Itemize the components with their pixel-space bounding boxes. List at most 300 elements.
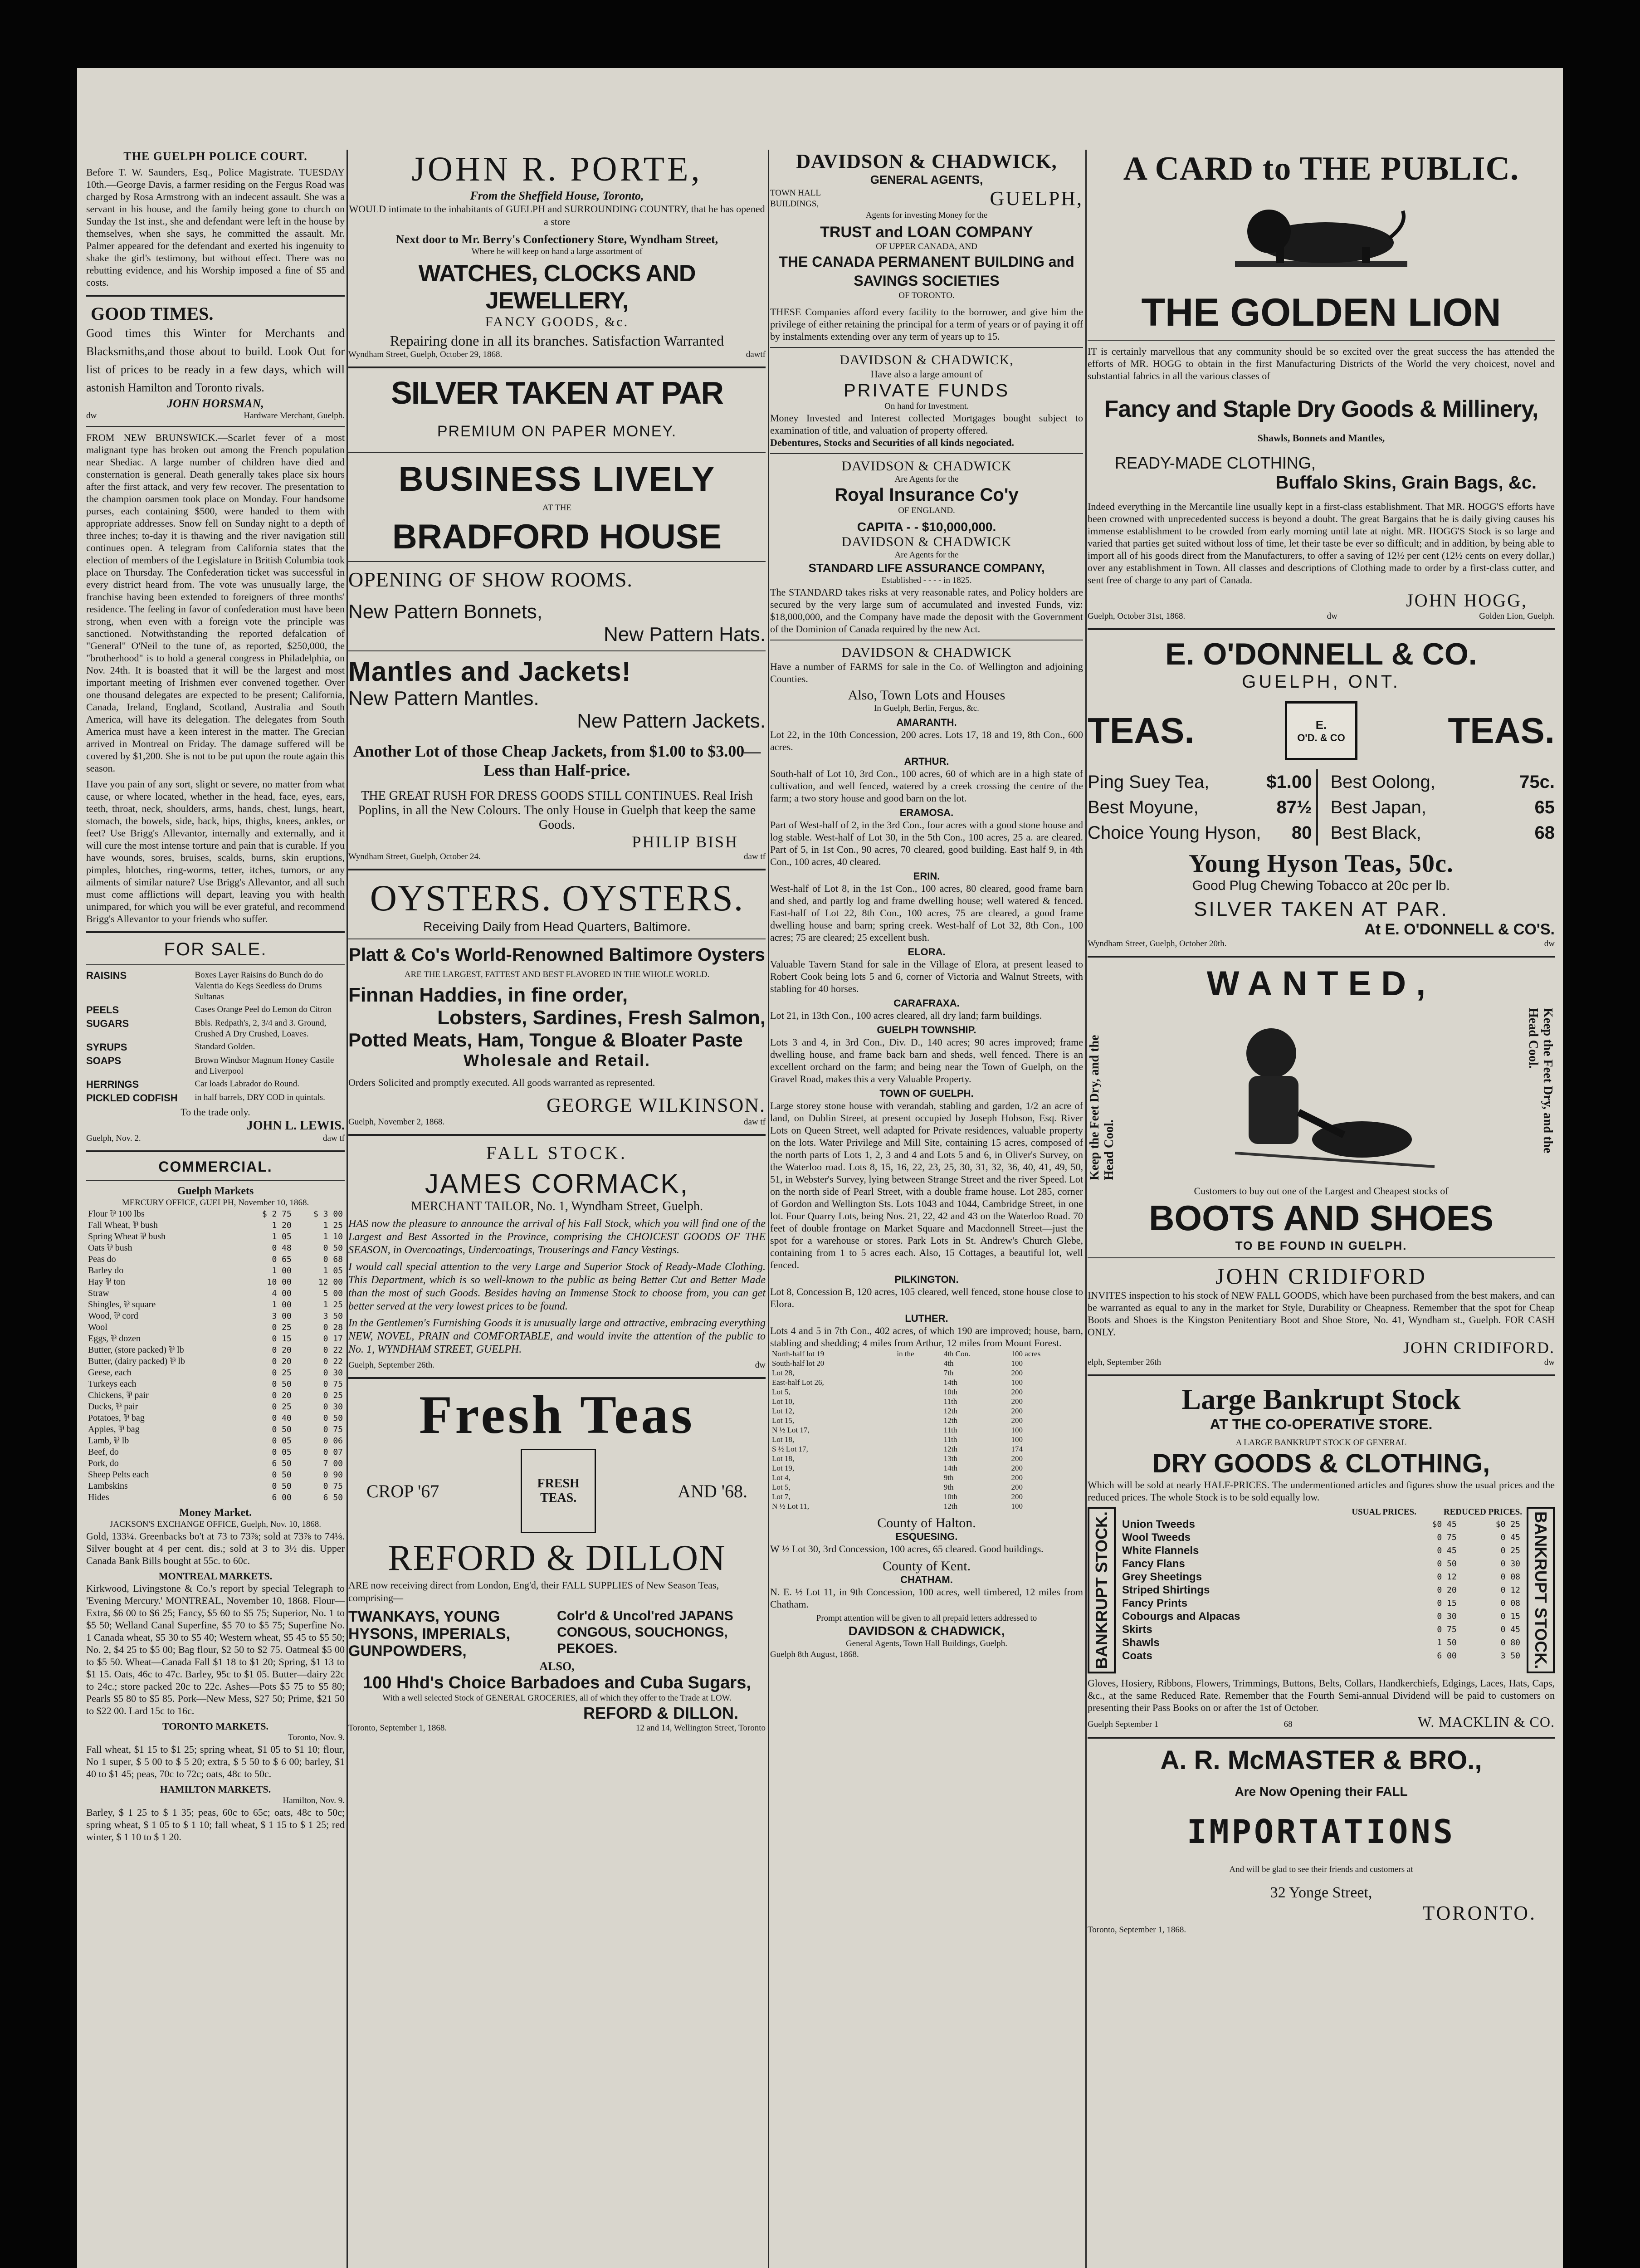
section-text: West-half of Lot 8, in the 1st Con., 100 acres, 80 cleared, good frame barn and shed, and partly log and frame dwelling house; well watered & fenced. East-half of Lot 22, 8th Con., 100 acres, 75 are cleared, a good frame dwelling house and barn; spring creek. West-half of Lot 32, 8th Con., 100 acres; 75 are cleared; 25 excellent bush. (770, 883, 1083, 943)
and-68: AND '68. (678, 1481, 747, 1501)
table-row (770, 1368, 1083, 1378)
cormack-date: Guelph, September 26th. (348, 1360, 434, 1370)
table-row (770, 1397, 1083, 1406)
table-row (1120, 1544, 1522, 1557)
large-bankrupt: A LARGE BANKRUPT STOCK OF GENERAL (1235, 1438, 1407, 1447)
section-title: AMARANTH. (896, 717, 957, 728)
luther-lots-table (770, 1349, 1083, 1511)
for-sale-item (86, 1004, 345, 1016)
cridiford-dw: dw (1544, 1358, 1555, 1367)
table-row (1120, 1570, 1522, 1584)
column-rule (347, 150, 348, 2268)
esquesing: ESQUESING. (895, 1531, 958, 1542)
market-low: 0 50 (272, 1470, 292, 1480)
police-court-text: Before T. W. Saunders, Esq., Police Magistrate. TUESDAY 10th.—George Davis, a farmer residing on the Fergus Road was charged by Rosa Armstrong with an indecent assault. She was a servant in his house, and the family being gone to church on Sunday the 1st inst., she and defendant were left in the house by themselves, when she says, he committed the assault. Mr. Palmer appeared for the defendant and exerted his ingenuity to shake the girl's testimony, but without effect. There was no rebutting evidence, and his Worship imposed a fine of $5 and costs. (86, 166, 345, 288)
odonnell-name: E. O'DONNELL & CO. (1165, 637, 1477, 671)
crop-67: CROP '67 (366, 1481, 439, 1501)
table-row (86, 1492, 345, 1503)
luther-cell (895, 1387, 942, 1397)
teas-right: TEAS. (1448, 710, 1555, 751)
luther-cell: 200 (1011, 1388, 1023, 1396)
bankrupt-prices-table (1120, 1518, 1522, 1662)
platt-title: Platt & Co's World-Renowned Baltimore Oysters (349, 945, 765, 965)
market-low: $ 2 75 (262, 1209, 292, 1219)
market-low: 0 20 (272, 1345, 292, 1355)
luther-cell: Lot 12, (772, 1407, 795, 1415)
reford-also: ALSO, (539, 1660, 575, 1673)
market-high: 0 30 (323, 1368, 343, 1378)
luther-cell (895, 1444, 942, 1454)
luther-cell: Lot 18, (772, 1435, 795, 1444)
table-row (770, 1378, 1083, 1387)
tea-price: 68 (1534, 823, 1555, 843)
private-funds: PRIVATE FUNDS (843, 381, 1010, 401)
luther-cell: Lot 7, (772, 1492, 791, 1501)
table-row (86, 1469, 345, 1481)
bankrupt-item: Shawls (1122, 1637, 1160, 1649)
bankrupt-usual: 6 00 (1437, 1651, 1457, 1661)
porte-location: Next door to Mr. Berry's Confectionery Store, Wyndham Street, (395, 233, 718, 246)
esquesing-text: W ½ Lot 30, 3rd Concession, 100 acres, 65 cleared. Good buildings. (770, 1543, 1044, 1554)
for-sale-item (86, 1055, 345, 1077)
fall-stock: FALL STOCK. (486, 1143, 628, 1163)
odonnell-dw: dw (1544, 939, 1555, 948)
agents-for-royal: Are Agents for the (894, 474, 959, 484)
tea-right (1331, 820, 1555, 846)
luther-cell (895, 1378, 942, 1387)
dc-title: DAVIDSON & CHADWICK, (796, 150, 1057, 172)
table-row (86, 1378, 345, 1390)
market-high: 12 00 (318, 1277, 343, 1287)
market-high: 0 75 (323, 1425, 343, 1434)
table-row (770, 1454, 1083, 1463)
tea-left (1088, 820, 1318, 846)
luther-cell: 12th (943, 1407, 958, 1415)
bankrupt-item: Grey Sheetings (1122, 1571, 1202, 1583)
dc-final: DAVIDSON & CHADWICK, (848, 1624, 1005, 1638)
bankrupt-usual: 0 12 (1437, 1572, 1457, 1582)
column-1 (86, 150, 345, 2268)
horsman-name: JOHN HORSMAN, (167, 397, 264, 410)
luther-cell: 11th (943, 1435, 957, 1444)
royal-insurance: Royal Insurance Co'y (835, 485, 1019, 505)
card-title: A CARD to THE PUBLIC. (1123, 150, 1519, 187)
table-row (1120, 1531, 1522, 1544)
companies-text: THESE Companies afford every facility to the borrower, and give him the privilege of either retaining the principal for a term of years or of paying it off by instalments extending over any term of years up to 15. (770, 306, 1083, 342)
for-sale-text: Standard Golden. (195, 1042, 255, 1051)
market-high: 0 90 (323, 1470, 343, 1480)
section-text: Part of West-half of 2, in the 3rd Con., four acres with a good stone house and log stable. West-half of Lot 30, in the 5th Con., 100 acres, 25 a. are cleared. Part of 5, in 1st Con., 90 acres, 70 cleared, good building. East half 9, in 4th Con., 100 acres, 40 cleared. (770, 819, 1083, 867)
for-sale-key: SUGARS (86, 1018, 129, 1029)
half-prices-text: Which will be sold at nearly HALF-PRICES. The undermentioned articles and figures show the usual prices and the reduced prices. The whole Stock is to be sold equally low. (1088, 1479, 1555, 1503)
for-sale-item (86, 1092, 345, 1104)
bankrupt-side-right: BANKRUPT STOCK. (1527, 1507, 1555, 1673)
table-row (86, 1265, 345, 1276)
table-row (1120, 1649, 1522, 1662)
standard-life: STANDARD LIFE ASSURANCE COMPANY, (808, 561, 1045, 575)
lion-icon (1226, 193, 1416, 288)
table-row (86, 1458, 345, 1469)
column-4 (1088, 150, 1555, 2268)
luther-cell: 9th (943, 1473, 954, 1482)
table-row (86, 1231, 345, 1242)
cormack-name: JAMES CORMACK, (425, 1168, 689, 1199)
standard-text: The STANDARD takes risks at very reasonable rates, and Policy holders are secured by the very large sum of accumulated and invested Funds, viz: $18,000,000, and the Company have made the deposit with the Government of the Dominion of Canada required by the new Act. (770, 587, 1083, 635)
luther-cell (895, 1368, 942, 1378)
market-item: Fall Wheat, ⅌ bush (88, 1220, 158, 1230)
horsman-dw: dw (86, 411, 97, 420)
hogg-loc: Golden Lion, Guelph. (1479, 611, 1555, 621)
premium-text: PREMIUM ON PAPER MONEY. (437, 423, 677, 440)
luther-cell: 4th Con. (943, 1349, 971, 1358)
reford-dillon-title: REFORD & DILLON (388, 1538, 726, 1578)
dc-final-date: Guelph 8th August, 1868. (770, 1650, 859, 1659)
market-low: 6 50 (272, 1459, 292, 1468)
market-item: Chickens, ⅌ pair (88, 1390, 149, 1400)
bradford-house: BRADFORD HOUSE (392, 518, 722, 556)
bankrupt-item: Cobourgs and Alpacas (1122, 1610, 1240, 1623)
market-high: 0 75 (323, 1379, 343, 1389)
luther-cell (895, 1359, 942, 1368)
market-item: Turkeys each (88, 1379, 137, 1389)
luther-cell: 12th (943, 1416, 958, 1425)
luther-cell: 10th (943, 1388, 958, 1396)
on-hand: On hand for Investment. (884, 401, 969, 411)
dc-final-sub: General Agents, Town Hall Buildings, Guelph. (845, 1639, 1008, 1648)
table-row (86, 1447, 345, 1458)
market-low: 0 20 (272, 1357, 292, 1366)
at-the: AT THE (542, 503, 572, 513)
tea-right (1331, 795, 1555, 820)
market-item: Geese, each (88, 1368, 132, 1378)
for-sale-key: PEELS (86, 1004, 119, 1016)
porte-from: From the Sheffield House, Toronto, (470, 189, 644, 202)
ready-made: READY-MADE CLOTHING, (1115, 454, 1316, 472)
market-item: Hides (88, 1492, 109, 1502)
market-low: 1 05 (272, 1232, 292, 1242)
new-pattern-mantles: New Pattern Mantles. (348, 687, 539, 709)
table-row (1120, 1557, 1522, 1570)
market-low: 0 40 (272, 1413, 292, 1423)
customers-text: Customers to buy out one of the Largest and Cheapest stocks of (1194, 1185, 1449, 1197)
section-title: ERIN. (913, 870, 940, 882)
great-rush: THE GREAT RUSH FOR DRESS GOODS STILL CONTINUES. Real Irish Poplins, in all the New Colours. The only House in Guelph that keep the same Goods. (358, 789, 756, 832)
market-item: Lamb, ⅌ lb (88, 1436, 129, 1446)
hamilton-markets-title: HAMILTON MARKETS. (160, 1784, 271, 1795)
market-item: Potatoes, ⅌ bag (88, 1413, 145, 1423)
market-high: 1 25 (323, 1221, 343, 1230)
market-high: 1 25 (323, 1300, 343, 1310)
opening-show-rooms: OPENING OF SHOW ROOMS. (348, 568, 633, 591)
lion-illustration (1088, 193, 1555, 290)
gloves-text: Gloves, Hosiery, Ribbons, Flowers, Trimmings, Buttons, Belts, Collars, Handkerchiefs, Edgings, Laces, Hats, Caps, &c., at the same Reduced Rate. Remember that the Fourth Semi-annual Dividend will be paid to customers on presenting their Pass Books on or after the 1st of October. (1088, 1677, 1555, 1714)
bankrupt-side-left: BANKRUPT STOCK. (1088, 1507, 1116, 1673)
fancy-staple: Fancy and Staple Dry Goods & Millinery, (1104, 396, 1538, 422)
table-row (770, 1482, 1083, 1492)
table-row (86, 1435, 345, 1447)
for-sale-item (86, 970, 345, 1002)
tea-price: 87½ (1276, 797, 1312, 817)
table-row (770, 1359, 1083, 1368)
luther-cell: 174 (1011, 1445, 1023, 1453)
bankrupt-item: Fancy Flans (1122, 1558, 1185, 1570)
luther-cell: Lot 18, (772, 1454, 795, 1463)
table-row (770, 1387, 1083, 1397)
table-row (86, 1424, 345, 1435)
cormack-dw: dw (755, 1360, 766, 1370)
market-high: 0 75 (323, 1481, 343, 1491)
bankrupt-item: Union Tweeds (1122, 1518, 1195, 1530)
market-high: 0 50 (323, 1413, 343, 1423)
luther-cell: 13th (943, 1454, 958, 1463)
finnan-haddies: Finnan Haddies, in fine order, (348, 984, 628, 1006)
table-row (770, 1425, 1083, 1435)
tea-price: 65 (1534, 797, 1555, 817)
bankrupt-reduced: 0 45 (1500, 1533, 1520, 1542)
bankrupt-reduced: 0 30 (1500, 1559, 1520, 1569)
table-row (770, 1463, 1083, 1473)
luther-cell: East-half Lot 26, (772, 1378, 824, 1387)
hogg-name: JOHN HOGG, (1406, 590, 1528, 611)
luther-cell: N ½ Lot 11, (772, 1502, 810, 1510)
table-row (1120, 1610, 1522, 1623)
tea-left (1088, 795, 1318, 820)
macklin-date: Guelph September 1 (1088, 1720, 1159, 1730)
cormack-text-1: HAS now the pleasure to announce the arrival of his Fall Stock, which you will find one of the Largest and Best Assorted in the Province, comprising the CHOICEST GOODS OF THE SEASON, in Overcoatings, Undercoatings, Trouserings and Fancy Vestings. (348, 1218, 766, 1256)
luther-cell: 11th (943, 1426, 957, 1434)
luther-cell: 100 (1011, 1426, 1023, 1434)
trust-loan: TRUST and LOAN COMPANY (820, 224, 1033, 241)
bankrupt-reduced: 0 80 (1500, 1638, 1520, 1647)
lewis-dw: daw tf (322, 1134, 345, 1143)
luther-cell: Lot 5, (772, 1483, 791, 1491)
market-high: $ 3 00 (313, 1209, 343, 1219)
luther-cell: Lot 15, (772, 1416, 795, 1425)
table-row (770, 1473, 1083, 1482)
teas-left: TEAS. (1088, 710, 1195, 751)
luther-cell: 200 (1011, 1473, 1023, 1482)
luther-cell: 4th (943, 1359, 954, 1368)
table-row (770, 1416, 1083, 1425)
potted-meats: Potted Meats, Ham, Tongue & Bloater Paste (348, 1029, 743, 1051)
capital: CAPITA - - $10,000,000. (857, 520, 996, 534)
dc-agents-for: Agents for investing Money for the (865, 210, 988, 220)
table-row (770, 1349, 1083, 1359)
section-title: LUTHER. (905, 1313, 948, 1324)
market-low: 0 48 (272, 1243, 292, 1253)
lewis-name: JOHN L. LEWIS. (246, 1119, 345, 1133)
market-low: 0 65 (272, 1255, 292, 1264)
table-row (86, 1413, 345, 1424)
luther-cell: 14th (943, 1378, 958, 1387)
luther-cell: 200 (1011, 1407, 1023, 1415)
market-item: Peas do (88, 1254, 116, 1264)
bankrupt-usual: 0 30 (1437, 1612, 1457, 1621)
news-text: FROM NEW BRUNSWICK.—Scarlet fever of a most malignant type has broken out among the French population near Shediac. A large number of children have died and consternation is general. Death generally takes place six hours after the first attack, and very few recover. The presentation to the champion oarsmen took place on Monday. Four handsome purses, each containing $500, were handed to them with appropriate addresses. Snow fell on Sunday night to a depth of three inches; to-day it is thawing and the river navigation still continues open. A telegram from California states that the election of members of the Legislature in British Columbia took place on Thursday. The Confederation ticket was successful in every district heard from. The vote was unusually large, the franchise having been extended to foreigners of three months' residence. The feeling in favor of confederation must have been strong, when even with a foreign vote the principle was sanctioned. Notwithstanding the reported defalcation of "General" O'Neil to the tune of, as reported, $250,000, the "brotherhood" is to hold a general congress in Philadelphia, on Nov. 24th. It is boasted that it will be the largest and most important meeting of Irishmen ever convened together. Over one thousand delegates are expected to be present; California, Canada, Ireland, England, Scotland, Australia and South America, will have its delegation. The delegates from South America must have a keen interest in the matter. The Grecian arrived in Montreal on Friday. The damage suffered will be covered by $1,200. She is not to be put upon the route again this season. (86, 432, 345, 774)
reford-text: ARE now receiving direct from London, Eng'd, their FALL SUPPLIES of New Season Teas, comprising— (348, 1579, 719, 1603)
table-row (86, 1208, 345, 1220)
are-agents: Are Agents for the (894, 550, 959, 560)
market-item: Butter, (dairy packed) ⅌ lb (88, 1356, 185, 1366)
cormack-sub: MERCHANT TAILOR, No. 1, Wyndham Street, Guelph. (411, 1199, 703, 1213)
luther-cell: 9th (943, 1483, 954, 1491)
oysters-title: OYSTERS. OYSTERS. (370, 877, 744, 919)
platt-sub: ARE THE LARGEST, FATTEST AND BEST FLAVORED IN THE WHOLE WORLD. (404, 970, 710, 979)
section-text: Lots 4 and 5 in 7th Con., 402 acres, of which 190 are improved; house, barn, stabling and shedding; 4 miles from Arthur, 12 miles from Mount Forest. (770, 1325, 1083, 1349)
table-row (86, 1401, 345, 1413)
tea-price: 75c. (1519, 772, 1555, 792)
odonnell-date: Wyndham Street, Guelph, October 20th. (1088, 939, 1227, 948)
market-high: 0 28 (323, 1323, 343, 1332)
table-row (86, 1367, 345, 1378)
market-low: 0 50 (272, 1481, 292, 1491)
hogg-text: Indeed everything in the Mercantile line usually kept in a first-class establishment. That MR. HOGG'S efforts have been crowned with unprecedented success is beyond a doubt. The great Bargains that he is daily giving causes his immense establishment to be crowded from early morning until late at night. MR. HOGG'S Stock is so large and varied that parties get suited without loss of time, let their taste be ever so difficult; and in addition, by being able to import all of his goods direct from the Manufacturers, to offer a saving of 12½ per cent (12½ cents on every dollar,) over any establishment in Town. All classes and descriptions of Clothing made to order by a first-class cutter, and sent free of charge to any part of Canada. (1088, 501, 1555, 586)
luther-cell: in the (897, 1349, 914, 1358)
horsman-title: Hardware Merchant, Guelph. (244, 411, 345, 420)
table-row (1120, 1584, 1522, 1597)
table-row (1120, 1518, 1522, 1531)
market-high: 0 68 (323, 1255, 343, 1264)
macklin-name: W. MACKLIN & CO. (1418, 1714, 1555, 1730)
bankrupt-reduced: 0 25 (1500, 1546, 1520, 1555)
luther-cell (895, 1425, 942, 1435)
money-market-text: Gold, 133¼. Greenbacks bo't at 73 to 73⅞; sold at 73⅞ to 74⅛. Silver bought at 4 per cent. dis.; sold at 3 to 3½ dis. Upper Canada Bank Bills bought at 55c. to 60c. (86, 1530, 345, 1566)
hogg-date: Guelph, October 31st, 1868. (1088, 611, 1186, 621)
glad-text: And will be glad to see their friends and customers at (1229, 1865, 1413, 1875)
luther-cell (895, 1435, 942, 1444)
business-lively: BUSINESS LIVELY (398, 460, 716, 499)
tea-row (1088, 820, 1555, 846)
for-sale-item (86, 1018, 345, 1040)
bankrupt-reduced: 0 08 (1500, 1598, 1520, 1608)
for-sale-text: in half barrels, DRY COD in quintals. (195, 1093, 325, 1102)
luther-cell: 12th (943, 1445, 958, 1453)
market-high: 0 30 (323, 1402, 343, 1412)
luther-cell: South-half lot 20 (772, 1359, 825, 1368)
barbadoes-sugars: 100 Hhd's Choice Barbadoes and Cuba Sugars, (363, 1673, 751, 1692)
luther-cell: 200 (1011, 1454, 1023, 1463)
reford-addr: 12 and 14, Wellington Street, Toronto (635, 1723, 766, 1733)
money-invested: Money Invested and Interest collected Mortgages bought subject to examination of title, and valuation of property offered. (770, 412, 1083, 436)
for-sale-text: Brown Windsor Magnum Honey Castile and Liverpool (195, 1056, 334, 1076)
bankrupt-item: Wool Tweeds (1122, 1531, 1191, 1544)
market-low: 10 00 (267, 1277, 292, 1287)
orders-text: Orders Solicited and promptly executed. All goods warranted as represented. (348, 1077, 655, 1088)
bankrupt-reduced: 0 15 (1500, 1612, 1520, 1621)
cormack-text-3: In the Gentlemen's Furnishing Goods it is unusually large and attractive, embracing everything NEW, NOVEL, PRAIN and COMFORTABLE, and would invite the attention of the public to No. 1, WYNDHAM STREET, GUELPH. (348, 1317, 766, 1355)
tea-label-1: FRESH (537, 1476, 580, 1491)
co-op-store: AT THE CO-OPERATIVE STORE. (1210, 1416, 1433, 1432)
table-row (86, 1344, 345, 1356)
commercial-title: COMMERCIAL. (158, 1158, 273, 1175)
table-row (1120, 1623, 1522, 1636)
guelph-markets-title: Guelph Markets (177, 1185, 254, 1197)
bankrupt-item: Coats (1122, 1650, 1152, 1662)
of-upper-canada: OF UPPER CANADA, AND (876, 242, 977, 251)
new-pattern-bonnets: New Pattern Bonnets, (348, 601, 543, 623)
luther-cell: 200 (1011, 1369, 1023, 1377)
porte-text: WOULD intimate to the inhabitants of GUELPH and SURROUNDING COUNTRY, that he has opened a store (349, 203, 765, 227)
tea-price-list (1088, 769, 1555, 846)
luther-cell: Lot 19, (772, 1464, 795, 1472)
market-low: 0 25 (272, 1368, 292, 1378)
plug-tobacco: Good Plug Chewing Tobacco at 20c per lb. (1192, 878, 1450, 893)
lobsters: Lobsters, Sardines, Fresh Salmon, (437, 1007, 766, 1029)
new-pattern-hats: New Pattern Hats. (603, 623, 766, 645)
luther-cell: 14th (943, 1464, 958, 1472)
keep-feet-left: Keep the Feet Dry, and the Head Cool. (1088, 1035, 1116, 1180)
town-lots: Also, Town Lots and Houses (848, 688, 1005, 703)
young-hyson: Young Hyson Teas, 50c. (1189, 850, 1454, 878)
dc-4: DAVIDSON & CHADWICK (841, 534, 1012, 549)
guelph-ont: GUELPH, ONT. (1242, 672, 1401, 692)
bankrupt-reduced: 0 45 (1500, 1625, 1520, 1634)
luther-cell: 10th (943, 1492, 958, 1501)
market-low: 3 00 (272, 1311, 292, 1321)
dc-town-hall: TOWN HALL BUILDINGS, (770, 188, 821, 209)
guelph-markets-table (86, 1208, 345, 1503)
section-text: South-half of Lot 10, 3rd Con., 100 acres, 60 of which are in a high state of cultivation, and well fenced, watered by a creek crossing the centre of the farm; a two story house and good barn on the lot. (770, 768, 1083, 804)
cridiford-date: elph, September 26th (1088, 1358, 1161, 1367)
luther-cell: 200 (1011, 1397, 1023, 1406)
column-2 (348, 150, 766, 2268)
for-sale-key: RAISINS (86, 970, 127, 981)
table-row (86, 1481, 345, 1492)
kent: County of Kent. (882, 1559, 971, 1574)
market-high: 0 25 (323, 1391, 343, 1400)
luther-cell: 100 (1011, 1359, 1023, 1368)
of-toronto: OF TORONTO. (898, 291, 955, 300)
market-high: 0 22 (323, 1357, 343, 1366)
mcmaster-date: Toronto, September 1, 1868. (1088, 1925, 1186, 1935)
market-high: 0 07 (323, 1447, 343, 1457)
market-item: Sheep Pelts each (88, 1470, 149, 1480)
market-low: 0 25 (272, 1402, 292, 1412)
luther-cell: 200 (1011, 1464, 1023, 1472)
chatham: CHATHAM. (900, 1574, 953, 1585)
bankrupt-usual: 0 75 (1437, 1533, 1457, 1542)
boots-illustration-icon (1181, 1003, 1462, 1185)
luther-cell: 100 (1011, 1378, 1023, 1387)
market-high: 7 00 (323, 1459, 343, 1468)
silver-title: SILVER TAKEN AT PAR (391, 375, 723, 411)
section-title: GUELPH TOWNSHIP. (877, 1024, 976, 1036)
luther-cell: 200 (1011, 1492, 1023, 1501)
table-row (86, 1220, 345, 1231)
table-row (770, 1444, 1083, 1454)
fresh-teas-title: Fresh Teas (419, 1384, 695, 1445)
guelph-markets-office: MERCURY OFFICE, GUELPH, November 10, 1868. (122, 1198, 309, 1207)
in-guelph: In Guelph, Berlin, Fergus, &c. (874, 704, 979, 713)
section-text: Lots 3 and 4, in 3rd Con., Div. D., 140 acres; 90 acres improved; frame dwelling house, and frame back barn and sheds, well fenced. There is an excellent orchard on the farm; and being near the Town of Guelph, on the Gravel Road, makes this a very Valuable Property. (770, 1036, 1083, 1085)
porte-fancy: FANCY GOODS, &c. (485, 314, 629, 329)
market-item: Wool (88, 1322, 107, 1332)
luther-cell: Lot 10, (772, 1397, 795, 1406)
porte-watches: WATCHES, CLOCKS AND JEWELLERY, (418, 260, 696, 314)
column-rule (768, 150, 769, 2268)
keep-feet-right: Keep the Feet Dry, and the Head Cool. (1526, 1008, 1555, 1154)
tea-name: Best Moyune, (1088, 797, 1199, 817)
luther-cell (895, 1416, 942, 1425)
hamilton-markets-text: Barley, $ 1 25 to $ 1 35; peas, 60c to 65c; oats, 48c to 50c; spring wheat, $ 1 05 to $ 1 10; fall wheat, $ 1 15 to $ 1 25; red winter, $ 1 10 to $ 1 20. (86, 1807, 345, 1843)
porte-where: Where he will keep on hand a large assortment of (471, 247, 643, 256)
bankrupt-title: Large Bankrupt Stock (1181, 1383, 1461, 1415)
luther-cell: 11th (943, 1397, 957, 1406)
prompt-text: Prompt attention will be given to all prepaid letters addressed to (816, 1613, 1037, 1623)
silver-par: SILVER TAKEN AT PAR. (1194, 898, 1449, 920)
halton: County of Halton. (877, 1515, 976, 1530)
money-market-title: Money Market. (179, 1507, 252, 1519)
